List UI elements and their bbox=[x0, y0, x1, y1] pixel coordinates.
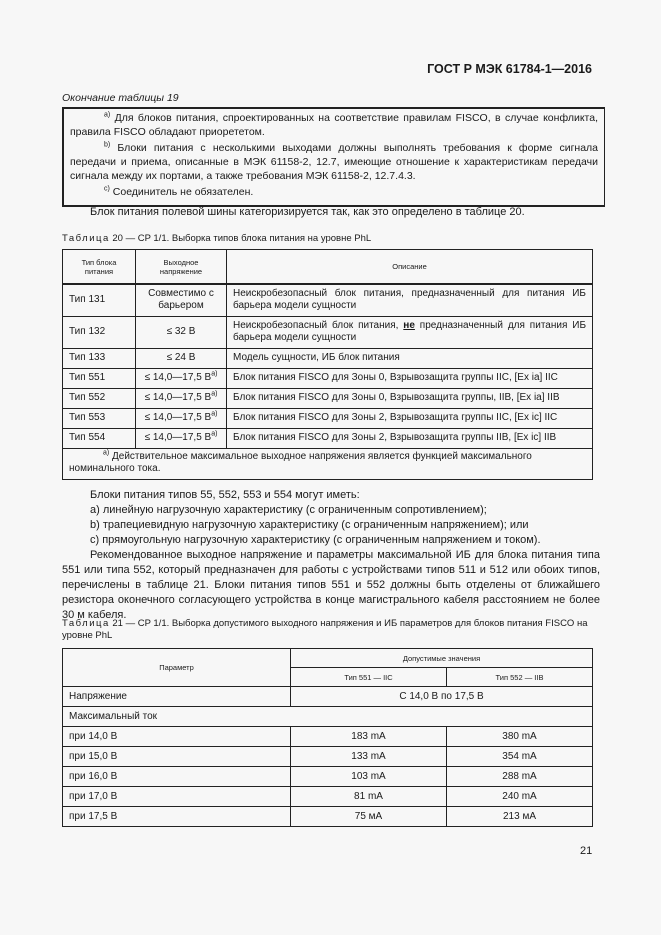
note-a: $^{a)}$ Для блоков питания, спроектированных на соответствие правилам FISCO, в случае конфликта, правила FISCO обладают приорететом. bbox=[70, 111, 599, 138]
table-row: при 14,0 В 183 mA 380 mA bbox=[63, 727, 593, 747]
col-header-type: Тип блока питания bbox=[63, 250, 136, 285]
table-row: Тип 551 ≤ 14,0—17,5 $В^{a)}$ Блок питания FISCO для Зоны 0, Взрывозащита группы IIC, [Ex ia] IIC bbox=[63, 368, 593, 388]
table-continuation-label: Окончание таблицы 19 bbox=[62, 92, 179, 104]
col-header-description: Описание bbox=[227, 250, 593, 285]
table-row: Напряжение С 14,0 В по 17,5 В bbox=[63, 687, 593, 707]
table-row: при 17,5 В 75 мА 213 мА bbox=[63, 807, 593, 827]
table-row: при 15,0 В 133 mA 354 mA bbox=[63, 747, 593, 767]
body-paragraphs: Блоки питания типов 55, 552, 553 и 554 могут иметь: a) линейную нагрузочную характеристику (с ограниченным сопротивлением); b) трапециевидную нагрузочную характеристику (с ограниченным напряжением); или c) прямоугольную нагрузочную характеристику (с ограниченным напряжением и током). Рекомендованное выходное напряжение и параметры максимальной ИБ для блока питания типа 551 или типа 552, который предназначен для работы с устройствами типов 511 и 512 или обоих типов, перечислены в таблице 21. Блоки питания типов 551 и 552 должны быть отделены от ближайшего резистора оконечного согласующего устройства в конце магистрального кабеля расстоянием не более 30 м кабеля. bbox=[62, 489, 600, 621]
intro-paragraph: Блок питания полевой шины категоризируется так, как это определено в таблице 20. bbox=[90, 206, 525, 218]
table-row: при 16,0 В 103 mA 288 mA bbox=[63, 767, 593, 787]
table-row: Тип 552 ≤ 14,0—17,5 $В^{a)}$ Блок питания FISCO для Зоны 0, Взрывозащита группы, IIB, [Ex ia] IIB bbox=[63, 388, 593, 408]
table-row: при 17,0 В 81 mA 240 mA bbox=[63, 787, 593, 807]
document-code: ГОСТ Р МЭК 61784-1—2016 bbox=[427, 62, 592, 76]
table-row: Тип 554 ≤ 14,0—17,5 $В^{a)}$ Блок питания FISCO для Зоны 2, Взрывозащита группы IIB, [Ex ic] IIB bbox=[63, 428, 593, 448]
list-item: a) линейную нагрузочную характеристику (с ограниченным сопротивлением); bbox=[90, 504, 487, 516]
note-b: $^{b)}$ Блоки питания с несколькими выходами должны выполнять требования к форме сигнала передачи и приема, описанные в МЭК 61158-2, 12.7, имеющие отношение к характеристикам передачи сигнала между их портами, а также требования МЭК 61158-2, 12.7.4.3. bbox=[70, 141, 599, 182]
table-row: Тип 131 Совместимо с барьером Неискробезопасный блок питания, предназначенный для питания ИБ барьера модели сущности bbox=[63, 284, 593, 316]
table-row: Тип 133 ≤ 24 В Модель сущности, ИБ блок питания bbox=[63, 348, 593, 368]
note-c: $^{c)}$ Соединитель не обязателен. bbox=[104, 185, 254, 198]
emphasis-ne: не bbox=[403, 320, 415, 331]
list-item: b) трапециевидную нагрузочную характеристику (с ограниченным напряжением); или bbox=[90, 519, 529, 531]
table20 bbox=[62, 249, 593, 480]
list-item: c) прямоугольную нагрузочную характеристику (с ограниченным напряжением и током). bbox=[90, 534, 541, 546]
table-row: Тип 132 ≤ 32 В Неискробезопасный блок питания, не предназначенный для питания ИБ барьера модели сущности bbox=[63, 316, 593, 348]
table-row: Максимальный ток bbox=[63, 707, 593, 727]
table-row: Тип 553 ≤ 14,0—17,5 $В^{a)}$ Блок питания FISCO для Зоны 2, Взрывозащита группы IIC, [Ex ic] IIC bbox=[63, 408, 593, 428]
table20-footnote-row: $^{a)}$ Действительное максимальное выходное напряжения является функцией максимального номинального тока. bbox=[63, 448, 593, 479]
recommendation-paragraph: Рекомендованное выходное напряжение и параметры максимальной ИБ для блока питания типа 551 или типа 552, который предназначен для работы с устройствами типов 511 и 512 или обоих типов, перечислены в таблице 21. Блоки питания типов 551 и 552 должны быть отделены от ближайшего резистора оконечного согласующего устройства в конце магистрального кабеля расстоянием не более 30 м кабеля. bbox=[62, 549, 600, 621]
col-header-type552: Тип 552 — IIB bbox=[447, 668, 593, 687]
col-header-voltage: Выходное напряжение bbox=[136, 250, 227, 285]
table-header-row bbox=[63, 250, 593, 285]
table19-notes bbox=[62, 107, 605, 207]
table-header-row bbox=[63, 649, 593, 668]
col-header-type551: Тип 551 — IIC bbox=[291, 668, 447, 687]
col-header-parameter: Параметр bbox=[63, 649, 291, 687]
page-number: 21 bbox=[580, 845, 593, 857]
col-header-allowed-values: Допустимые значения bbox=[291, 649, 593, 668]
table21-caption: Таблица 21 — CP 1/1. Выборка допустимого выходного напряжения и ИБ параметров для блоков питания FISCO на уровне PhL bbox=[62, 618, 588, 641]
table21 bbox=[62, 648, 593, 827]
table20-caption: Таблица 20 — CP 1/1. Выборка типов блока питания на уровне PhL bbox=[62, 233, 372, 244]
